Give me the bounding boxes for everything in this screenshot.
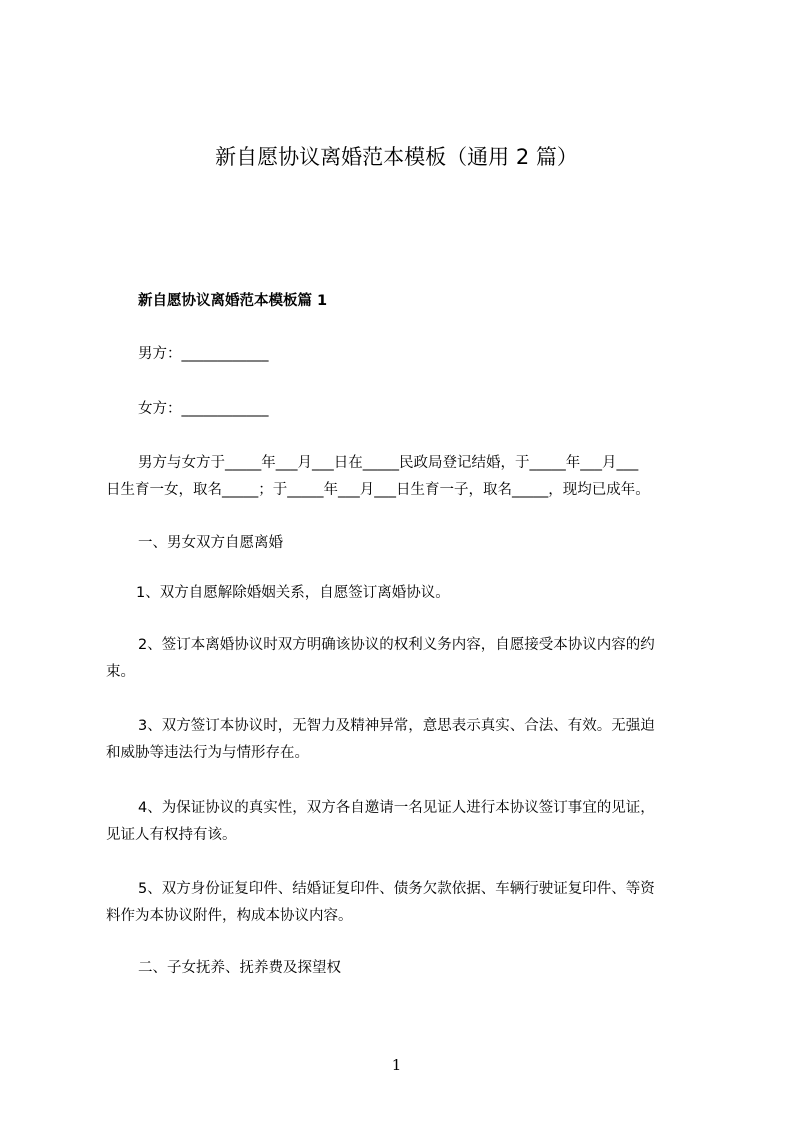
item-2-line-1: 2、签订本离婚协议时双方明确该协议的权利义务内容，自愿接受本协议内容的约 <box>138 637 655 653</box>
item-3-line-2: 和威胁等违法行为与情形存在。 <box>106 745 309 761</box>
item-1: 1、双方自愿解除婚姻关系，自愿签订离婚协议。 <box>136 585 450 601</box>
item-2-line-2: 束。 <box>106 664 135 680</box>
male-party-line: 男方：____________ <box>138 346 269 362</box>
page-number: 1 <box>391 1056 402 1074</box>
item-3-line-1: 3、双方签订本协议时，无智力及精神异常，意思表示真实、合法、有效。无强迫 <box>138 718 655 734</box>
item-4-line-1: 4、为保证协议的真实性，双方各自邀请一名见证人进行本协议签订事宜的见证， <box>138 800 655 816</box>
document-title: 新自愿协议离婚范本模板（通用 2 篇） <box>215 145 578 169</box>
item-5-line-2: 料作为本协议附件，构成本协议内容。 <box>106 908 353 924</box>
section-heading: 新自愿协议离婚范本模板篇 1 <box>138 293 328 309</box>
item-5-line-1: 5、双方身份证复印件、结婚证复印件、债务欠款依据、车辆行驶证复印件、等资 <box>138 881 655 897</box>
item-4 <box>106 795 714 849</box>
part2-heading: 二、子女抚养、抚养费及探望权 <box>138 960 341 976</box>
item-4-line-2: 见证人有权持有该。 <box>106 827 237 843</box>
intro-line-1: 男方与女方于_____年___月___日在_____民政局登记结婚，于_____年___月___ <box>138 455 639 471</box>
part1-heading: 一、男女双方自愿离婚 <box>138 535 283 551</box>
item-2 <box>106 632 714 686</box>
item-5 <box>106 876 714 930</box>
intro-line-2: 日生育一女，取名_____；于_____年___月___日生育一子，取名_____，现均已成年。 <box>106 482 650 498</box>
item-3 <box>106 713 714 767</box>
female-party-line: 女方：____________ <box>138 401 269 417</box>
intro-paragraph <box>106 450 714 504</box>
